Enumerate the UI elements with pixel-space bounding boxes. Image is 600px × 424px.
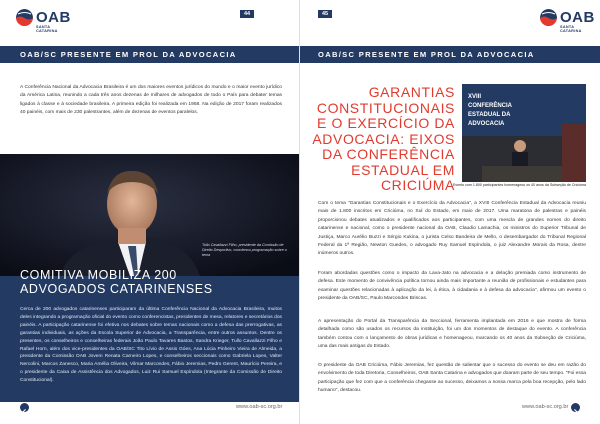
title-line: DA CONFERÊNCIA	[322, 146, 455, 162]
article-title	[300, 85, 455, 194]
prev-page-button[interactable]	[20, 403, 29, 412]
oab-logo-right	[540, 6, 594, 36]
logo-text: OAB	[560, 9, 595, 26]
arrow-left-icon	[20, 407, 29, 416]
title-line: CONSTITUCIONAIS	[316, 99, 455, 116]
title-line: ADVOCACIA: EIXOS	[312, 130, 455, 147]
title-line: GARANTIAS	[368, 84, 455, 100]
oab-logo-left	[16, 6, 70, 36]
section-band-left: OAB/SC PRESENTE EM PROL DA ADVOCACIA	[0, 46, 300, 63]
page-number-right: 45	[318, 10, 332, 18]
title-line: E O EXERCÍCIO DA	[317, 115, 455, 131]
arrow-right-icon	[571, 407, 580, 416]
svg-text:XVIII: XVIII	[468, 94, 482, 100]
speaker-photo	[0, 154, 300, 276]
footer-url-left[interactable]: www.oab-sc.org.br	[236, 404, 283, 410]
globe-icon	[540, 9, 557, 26]
conference-illustration	[462, 84, 586, 182]
page-number-left: 44	[240, 10, 254, 18]
section-headline: COMITIVA MOBILIZA 200 ADVOGADOS CATARINENSES	[20, 268, 213, 296]
logo-subtitle: SANTA CATARINA	[36, 25, 58, 33]
conference-photo	[462, 84, 586, 182]
section-band-right: OAB/SC PRESENTE EM PROL DA ADVOCACIA	[300, 46, 600, 63]
svg-text:CONFERÊNCIA: CONFERÊNCIA	[468, 103, 513, 109]
title-line: CRICIÚMA	[380, 177, 455, 193]
right-page	[300, 0, 600, 424]
article-paragraph-3: A apresentação do Portal da Transparência da Seccional, ferramenta implantada em 2016 e que mostra de forma detalhada como são usados os recursos da instituição, foi um dos momentos de destaque do evento. A conferência também contou com o lançamento de obras jurídicas e homenageou, marcando os 40 anos da Subseção de Criciúma, uma das mais antigas do Estado.	[318, 319, 586, 350]
box-paragraph: Cerca de 200 advogados catarinenses participaram da última Conferência Nacional da Advocacia Brasileira, muitos deles integrando a programação oficial do evento como conferencistas, presidentes de mesa, relatores e secretários dos painéis. A participação catarinense foi efetiva nos debates sobre temas nacionais como a defesa das prerrogativas, as garantias individuais, as ações da Escola Superior de Advocacia, a Transparência, entre outros assuntos. Dentre os presentes, os conselheiros e conselheiras federais João Paulo Tavares Bastos, Sandra Krieger, Tullo Cavallazzi Filho e Rafael Horn, além dos vice-presidentes da OAB/SC Tito Lívio de Assis Góes, Ana Lúcia Pinheiro Vieira de Almeida, a presidente da Comissão OAB Jovem Renata Carneiro Lopes, e conselheiros seccionais como Gabriela Lopes, Valter Nercolini, Marcos Zanesco, Maria Amélia Oliveira, Vilmar Marcondes, Fábio Jeremias, Pedro Gerent, Maurício Pereira, e o presidente da Caixa de Assistência dos Advogados, Luiz Rui Samuel Espíndola (Integrante da Comissão de Direito Constitucional).	[20, 307, 282, 384]
next-page-button[interactable]	[571, 403, 580, 412]
footer-url-right[interactable]: www.oab-sc.org.br	[522, 404, 569, 410]
article-paragraph-4: O presidente da OAB Criciúma, Fábio Jeremias, fez questão de salientar que o sucesso do evento se deu em razão do envolvimento de toda Diretoria, Conselheiros, OAB Santa Catarina e advogados que doaram parte de seu tempo. "Foi essa participação que fez com que a conferência chegasse ao sucesso, deixamos a nossa marca pela boa recepção, pelo lado humano", destacou.	[318, 363, 586, 394]
article-paragraph-1: Com o tema "Garantias Constitucionais e o Exercício da Advocacia", a XVIII Conferência Estadual da Advocacia reuniu mais de 1.800 inscritos em Criciúma, no Sul do Estado, em maio de 2017. Uma maratona de palestras e painéis proporcionou debates atualizados e qualificados aos participantes, com uma mescla de grandes nomes do direito catarinense e nacional, como o presidente nacional da OAB, Claudio Lamachia, os ministros do Superior Tribunal de Justiça, Marco Aurélio Buzzi e Sérgio Kukina, o jurista Celso Bandeira de Mello, o desembargador do Tribunal Regional Federal da 1ª Região, Newton Guedes, o advogado Ruy Samuel Espíndola, o juiz Alexandre Morais da Rosa, dentre inúmeros outros.	[318, 201, 586, 257]
svg-text:ESTADUAL DA: ESTADUAL DA	[468, 112, 511, 118]
logo-subtitle: SANTA CATARINA	[560, 25, 582, 33]
title-line: ESTADUAL EM	[351, 161, 455, 178]
article-paragraph-2: Foram abordadas questões como o impacto da Lava-Jato na advocacia e a delação premiada como instrumento de defesa. Este momento de convivência política tornou ainda mais importante a reunião de profissionais e estudantes para examinar questões relacionadas à aplicação da lei, à ética, à cidadania e à defesa da advocacia", afirmou um evento o presidente da OAB/SC, Paulo Marcondes Brincas.	[318, 271, 586, 302]
intro-paragraph: A Conferência Nacional da Advocacia Brasileira é um dos maiores eventos jurídicos do mundo e o maior evento jurídico da América Latina, reunindo a cada três anos dezenas de milhares de advogados de todo o País para debater temas ligados à classe e à sociedade brasileira. A primeira edição foi realizada em 1958. Na edição de 2017 foram realizados 40 painéis, com mais de 230 palestrantes, além de dezenas de eventos paralelos.	[20, 85, 282, 116]
photo-caption-left: Tullo Cavallazzi Filho, presidente da Comissão de Direito Desportivo, coordenou programação sobre o tema	[202, 243, 287, 257]
svg-text:ADVOCACIA: ADVOCACIA	[468, 121, 505, 127]
photo-caption-right: Evento com 1.800 participantes homenageou os 40 anos da Subseção de Criciúma	[452, 183, 586, 187]
globe-icon	[16, 9, 33, 26]
logo-text: OAB	[36, 9, 71, 26]
